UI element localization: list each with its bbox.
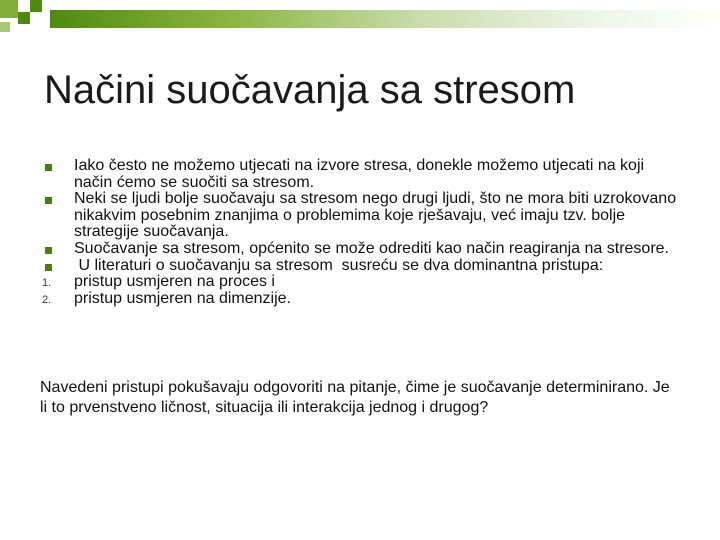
decor-square <box>0 22 10 32</box>
list-item <box>40 274 680 291</box>
list-item <box>40 241 680 258</box>
list-item <box>40 191 680 241</box>
bullet-list <box>40 158 680 307</box>
list-item <box>40 258 680 275</box>
decor-square <box>30 22 42 34</box>
list-item-text: Neki se ljudi bolje suočavaju sa stresom nego drugi ljudi, što ne mora biti uzrokovano nikakvim posebnim znanjima o problemima koje rješavaju, već imaju tzv. bolje strategije suočavanja. <box>74 190 677 241</box>
list-number: 1. <box>42 277 52 290</box>
summary-paragraph: Navedeni pristupi pokušavaju odgovoriti na pitanje, čime je suočavanje determinirano. Je li to prvenstveno ličnost, situacija ili interakcija jednog i drugog? <box>40 379 670 416</box>
list-item-text: Iako često ne možemo utjecati na izvore stresa, donekle možemo utjecati na koji način ćemo se suočiti sa stresom. <box>74 157 645 191</box>
list-item <box>40 291 680 308</box>
header-gradient-bar <box>50 10 720 28</box>
list-item-text: Suočavanje sa stresom, općenito se može odrediti kao način reagiranja na stresore. <box>74 239 669 257</box>
list-number: 2. <box>42 293 52 306</box>
decor-square <box>30 0 42 12</box>
slide-title: Načini suočavanja sa stresom <box>44 68 576 112</box>
decor-square <box>18 12 30 24</box>
list-item-text: U literaturi o suočavanju sa stresom susreću se dva dominantna pristupa: <box>74 256 604 274</box>
decor-square <box>18 0 30 12</box>
header-decoration <box>0 0 720 40</box>
list-item-text: pristup usmjeren na proces i <box>74 273 275 291</box>
list-item <box>40 158 680 191</box>
list-item-text: pristup usmjeren na dimenzije. <box>74 289 291 307</box>
decor-square <box>0 0 18 18</box>
